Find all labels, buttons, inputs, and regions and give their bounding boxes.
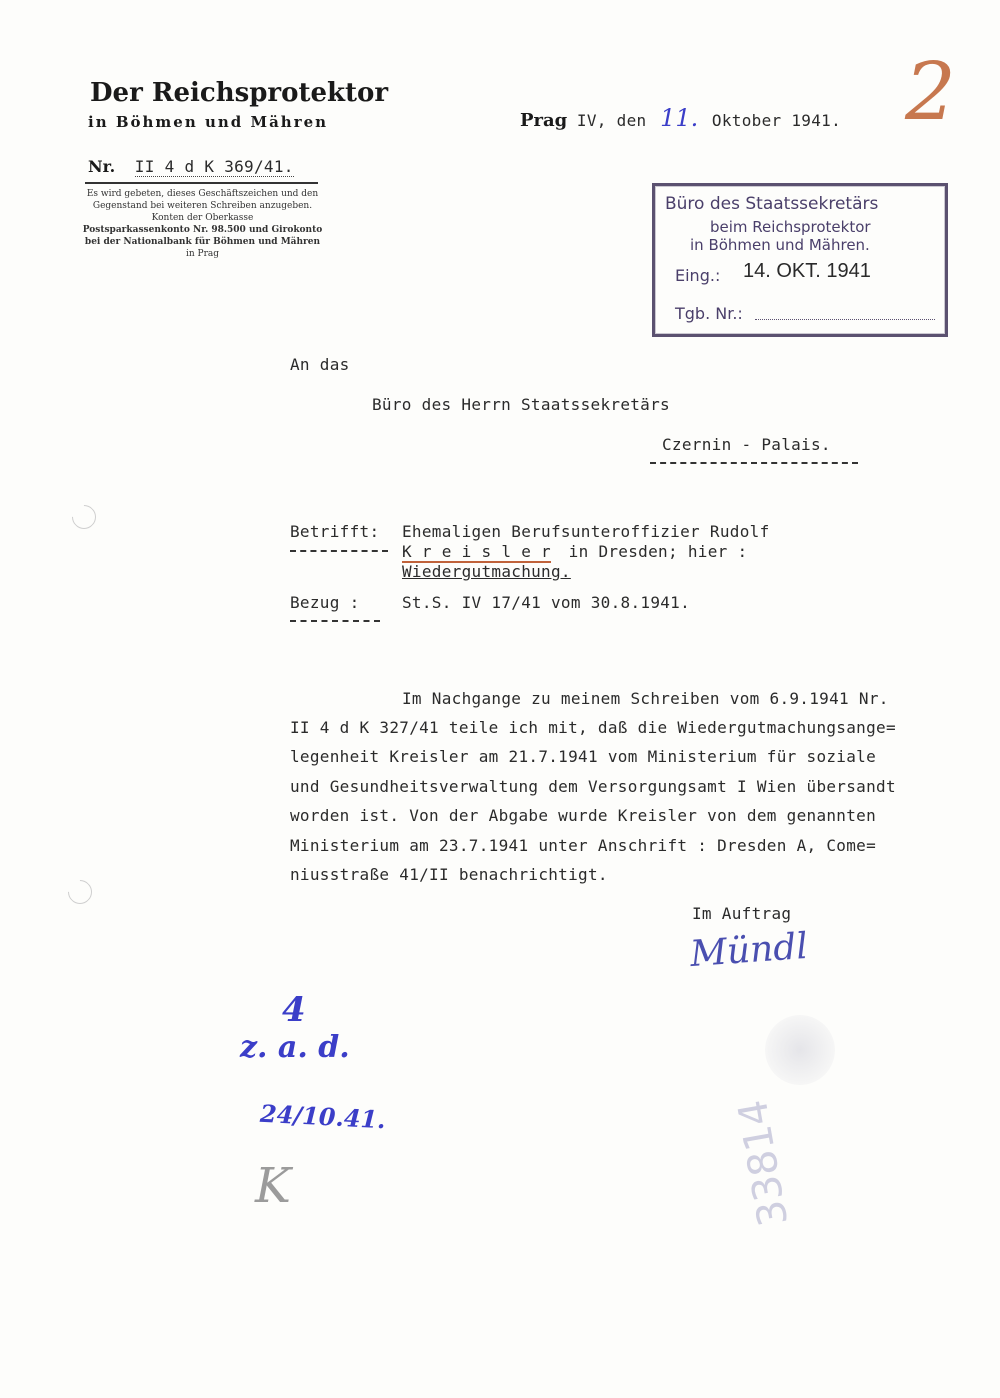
- number-stamp: 33814: [729, 1096, 798, 1230]
- recipient-rule: [650, 462, 858, 464]
- date-month-year: Oktober 1941.: [711, 111, 842, 130]
- subject-label: Betrifft:: [290, 522, 380, 541]
- punch-hole: [63, 875, 97, 909]
- letterhead-subtitle: in Böhmen und Mähren: [88, 113, 329, 131]
- body-line: Ministerium am 23.7.1941 unter Anschrift : Dresden A, Come=: [290, 836, 877, 855]
- recipient-line-3: Czernin - Palais.: [662, 435, 831, 454]
- stamp-line-2: beim Reichsprotektor: [710, 218, 871, 236]
- stamp-line-3: in Böhmen und Mähren.: [690, 236, 870, 254]
- letterhead-rule: [85, 182, 318, 184]
- body-line: und Gesundheitsverwaltung dem Versorgungsamt I Wien übersandt: [290, 777, 896, 796]
- subject-name: K r e i s l e r: [402, 542, 551, 561]
- note-line: Konten der Oberkasse: [151, 213, 254, 223]
- stamp-eing-date: 14. OKT. 1941: [743, 260, 871, 282]
- reference-label: Nr.: [88, 157, 116, 176]
- body-line: niusstraße 41/II benachrichtigt.: [290, 865, 608, 884]
- round-seal: [765, 1015, 835, 1085]
- stamp-line-1: Büro des Staatssekretärs: [665, 194, 879, 214]
- annotation-line-2: 24/10.41.: [259, 1098, 387, 1135]
- subject-line-3: Wiedergutmachung.: [402, 562, 571, 581]
- reference-value: II 4 d K 369/41.: [134, 157, 294, 176]
- bezug-label: Bezug :: [290, 593, 360, 612]
- signature: Mündl: [688, 925, 810, 976]
- note-line: bei der Nationalbank für Böhmen und Mähren: [84, 237, 321, 247]
- received-stamp: [652, 183, 948, 337]
- date-line: [520, 104, 841, 132]
- bezug-value: St.S. IV 17/41 vom 30.8.1941.: [402, 593, 691, 612]
- date-day: 11.: [660, 104, 699, 132]
- note-line: Postsparkassenkonto Nr. 98.500 und Girokonto: [82, 225, 323, 235]
- stamp-tgb-label: Tgb. Nr.:: [675, 304, 743, 323]
- note-line: in Prag: [185, 249, 220, 259]
- stamp-eing-label: Eing.:: [675, 266, 721, 285]
- subject-line-2-rest: in Dresden; hier :: [568, 542, 748, 561]
- body-line: worden ist. Von der Abgabe wurde Kreisler von dem genannten: [290, 806, 877, 825]
- body-line: II 4 d K 327/41 teile ich mit, daß die Wiedergutmachungsange=: [290, 718, 896, 737]
- stamp-tgb-line: [755, 319, 935, 320]
- reference-number: [88, 157, 294, 176]
- letterhead-title: Der Reichsprotektor: [90, 78, 389, 108]
- annotation-mark: 4: [282, 990, 306, 1030]
- letterhead-notes: [80, 188, 325, 260]
- date-district: IV, den: [576, 111, 647, 130]
- date-place: Prag: [520, 110, 568, 131]
- subject-label-rule: [290, 550, 388, 552]
- note-line: Es wird gebeten, dieses Geschäftszeichen und den: [86, 189, 319, 199]
- body-line: Im Nachgange zu meinem Schreiben vom 6.9.1941 Nr.: [402, 689, 889, 708]
- subject-line-1: Ehemaligen Berufsunteroffizier Rudolf: [402, 522, 770, 541]
- bezug-rule: [290, 620, 380, 622]
- note-line: Gegenstand bei weiteren Schreiben anzugeben.: [92, 201, 313, 211]
- recipient-line-1: An das: [290, 355, 350, 374]
- body-line: legenheit Kreisler am 21.7.1941 vom Ministerium für soziale: [290, 747, 877, 766]
- page-number: 2: [905, 45, 956, 138]
- annotation-line-1: z. a. d.: [240, 1030, 350, 1065]
- subject-line-2: [402, 542, 747, 561]
- recipient-line-2: Büro des Herrn Staatssekretärs: [372, 395, 670, 414]
- closing: Im Auftrag: [692, 904, 792, 923]
- punch-hole: [67, 500, 101, 534]
- initials-pencil: K: [255, 1158, 291, 1214]
